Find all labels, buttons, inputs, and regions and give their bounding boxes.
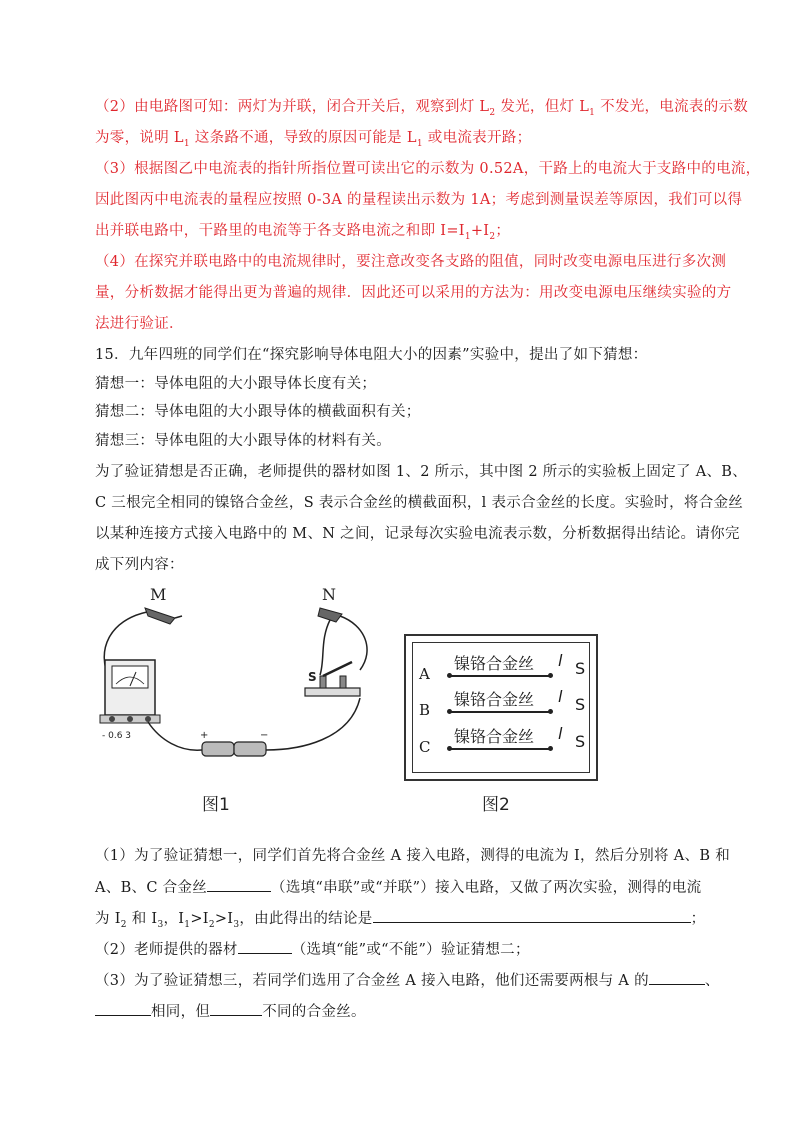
- intro-line-2: C 三根完全相同的镍铬合金丝，S 表示合金丝的横截面积，l 表示合金丝的长度。实验时，将合金丝: [95, 495, 744, 511]
- wire-a: [449, 675, 551, 677]
- blank-same-property-1[interactable]: [649, 970, 705, 985]
- clip-m: [145, 608, 175, 624]
- intro-line-3: 以某种连接方式接入电路中的 M、N 之间，记录每次实验电流表示数，分析数据得出结论。请你完: [95, 526, 740, 542]
- label-m: M: [150, 585, 167, 604]
- question-15-title: 15．九年四班的同学们在“探究影响导体电阻大小的因素”实验中，提出了如下猜想：: [95, 347, 648, 363]
- wire-b-length: l: [558, 687, 563, 706]
- blank-different-property[interactable]: [210, 1001, 262, 1016]
- answer-4-line-3: 法进行验证．: [95, 316, 184, 332]
- figure-2-board: [404, 634, 598, 781]
- answer-4-line-2: 量，分析数据才能得出更为普遍的规律．因此还可以采用的方法为：用改变电源电压继续实验的方: [95, 285, 732, 301]
- label-s: S: [308, 670, 317, 684]
- wire-b-left-terminal: [447, 709, 452, 714]
- ammeter-scale: - 0.6 3: [102, 731, 132, 741]
- figure-1-caption: 图1: [202, 795, 230, 815]
- answer-3-line-1: （3）根据图乙中电流表的指针所指位置可读出它的示数为 0.52A，干路上的电流大于支路中的电流，: [95, 161, 761, 177]
- answer-3-line-3: 出并联电路中，干路里的电流等于各支路电流之和即 $I=I_1+I_2$；: [95, 223, 511, 242]
- answer-2-line-2: 为零，说明 $L_1$ 这条路不通，导致的原因可能是 $L_1$ 或电流表开路；: [95, 130, 532, 149]
- battery-plus: +: [200, 730, 209, 741]
- battery-minus: −: [260, 730, 269, 741]
- wire-c-text: 镍铬合金丝: [454, 727, 535, 746]
- wire-b-text: 镍铬合金丝: [454, 690, 535, 709]
- subq-1-line-1: （1）为了验证猜想一，同学们首先将合金丝 A 接入电路，测得的电流为 I，然后分别将 A、B 和: [95, 848, 730, 864]
- subq-3-line-1: （3）为了验证猜想三，若同学们选用了合金丝 A 接入电路，他们还需要两根与 A 的 、: [95, 970, 720, 991]
- wire-b: [449, 711, 551, 713]
- wire-c: [449, 748, 551, 750]
- guess-2: 猜想二：导体电阻的大小跟导体的横截面积有关；: [95, 404, 421, 420]
- wire-b-area: S: [575, 695, 586, 714]
- intro-line-4: 成下列内容：: [95, 557, 184, 573]
- blank-series-parallel[interactable]: [207, 877, 271, 892]
- subq-1-line-2: A、B、C 合金丝 （选填“串联”或“并联”）接入电路，又做了两次实验，测得的电流: [95, 877, 701, 898]
- wire-a-right-terminal: [548, 673, 553, 678]
- wire-c-right-terminal: [548, 746, 553, 751]
- guess-3: 猜想三：导体电阻的大小跟导体的材料有关。: [95, 433, 391, 449]
- blank-conclusion[interactable]: [373, 908, 691, 923]
- subq-1-line-3: 为 $I_2$ 和 $I_3$，$I_1>I_2>I_3$，由此得出的结论是 ；: [95, 908, 705, 935]
- ammeter: [100, 660, 160, 723]
- subq-2: （2）老师提供的器材 （选填“能”或“不能”）验证猜想二；: [95, 939, 530, 960]
- answer-4-line-1: （4）在探究并联电路中的电流规律时，要注意改变各支路的阻值，同时改变电源电压进行多次测: [95, 254, 727, 270]
- wire-a-left-terminal: [447, 673, 452, 678]
- figure-1-circuit: [90, 580, 390, 780]
- subq-3-line-2: 相同，但 不同的合金丝。: [95, 1001, 366, 1022]
- wire-c-area: S: [575, 732, 586, 751]
- figure-2-caption: 图2: [482, 795, 510, 815]
- blank-can-cannot[interactable]: [238, 939, 292, 954]
- guess-1: 猜想一：导体电阻的大小跟导体长度有关；: [95, 376, 377, 392]
- row-label-c: C: [419, 738, 431, 756]
- row-label-b: B: [419, 701, 431, 719]
- label-n: N: [322, 585, 336, 604]
- blank-same-property-2[interactable]: [95, 1001, 151, 1016]
- battery: [202, 742, 266, 756]
- answer-3-line-2: 因此图丙中电流表的量程应按照 0-3A 的量程读出示数为 1A；考虑到测量误差等原因，我们可以得: [95, 192, 743, 208]
- wire-a-area: S: [575, 659, 586, 678]
- wire-c-length: l: [558, 724, 563, 743]
- figure-2-inner-frame: [412, 642, 590, 773]
- intro-line-1: 为了验证猜想是否正确，老师提供的器材如图 1、2 所示，其中图 2 所示的实验板上固定了 A、B、: [95, 464, 748, 480]
- wire-a-length: l: [558, 651, 563, 670]
- wire-c-left-terminal: [447, 746, 452, 751]
- wire-b-right-terminal: [548, 709, 553, 714]
- clip-n: [318, 608, 342, 622]
- answer-2-line-1: （2）由电路图可知：两灯为并联，闭合开关后，观察到灯 $L_2$ 发光，但灯 $L_1$ 不发光，电流表的示数: [95, 99, 749, 118]
- row-label-a: A: [419, 665, 430, 683]
- wire-a-text: 镍铬合金丝: [454, 654, 535, 673]
